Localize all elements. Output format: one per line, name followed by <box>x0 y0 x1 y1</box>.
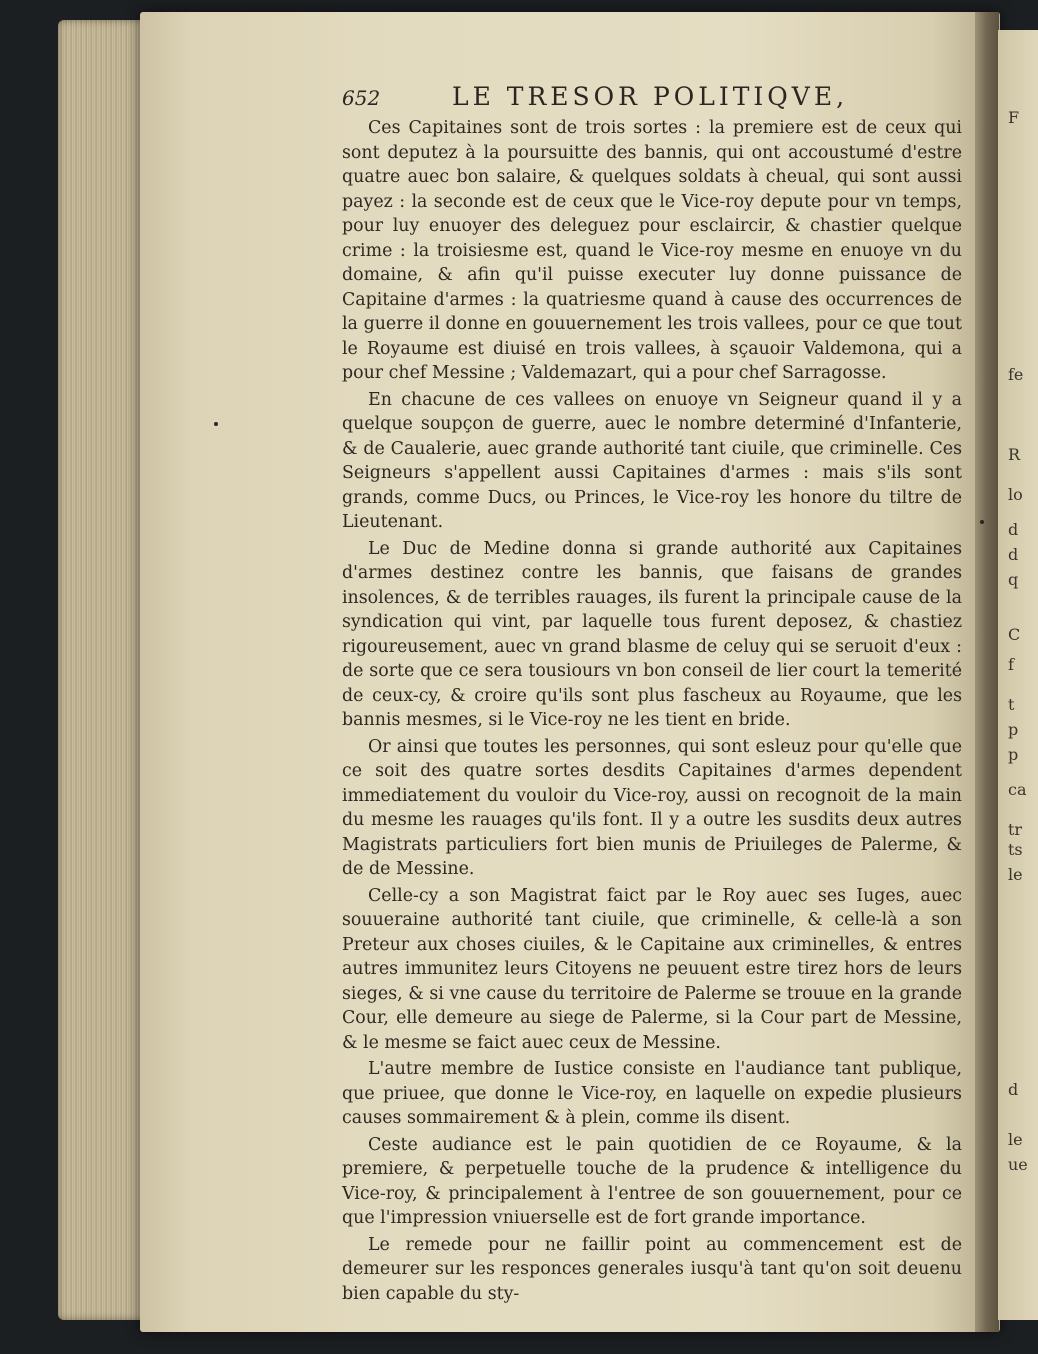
facing-page-fragment: t <box>1008 695 1015 714</box>
paragraph: Celle-cy a son Magistrat faict par le Roy auec ses Iuges, auec souueraine authorité tant ciuile, que criminelle, & celle-là a son Preteur aux choses ciuiles, & le Capitaine aux criminelles, & entres autres immunitez leurs Citoyens ne peuuent estre tirez hors de leurs sieges, & si vne cause du territoire de Palerme se trouue en la grande Cour, elle demeure au siege de Palerme, si la Cour part de Messine, & le mesme se faict auec ceux de Messine. <box>342 885 962 1053</box>
facing-page-fragment: R <box>1008 445 1021 464</box>
facing-page-fragment: fe <box>1008 365 1024 384</box>
facing-page-fragment: d <box>1008 520 1019 539</box>
paragraph: Le remede pour ne faillir point au commencement est de demeurer sur les responces generales iusqu'à tant qu'on soit deuenu bien capable du sty- <box>342 1234 962 1304</box>
facing-page-fragment: ts <box>1008 840 1023 859</box>
text-body <box>342 116 962 1304</box>
facing-page-fragment: le <box>1008 1130 1023 1149</box>
facing-page-fragment: lo <box>1008 485 1023 504</box>
paragraph: Le Duc de Medine donna si grande authorité aux Capitaines d'armes destinez contre les bannis, que faisans de grandes insolences, & de terribles rauages, ils furent la principale cause de la syndication qui vint, par laquelle tous furent deposez, & chastiez rigoureusement, auec vn grand blasme de celuy qui se seruoit d'eux : de sorte que ce sera tousiours vn bon conseil de lier court la temerité de ceux-cy, & croire qu'ils sont plus fascheux au Royaume, que les bannis mesmes, si le Vice-roy ne les tient en bride. <box>342 538 962 730</box>
paragraph: Ceste audiance est le pain quotidien de ce Royaume, & la premiere, & perpetuelle touche de la prudence & intelligence du Vice-roy, & principalement à l'entree de son gouuernement, pour ce que l'impression vniuerselle est de fort grande importance. <box>342 1134 962 1228</box>
book-gutter <box>975 12 999 1332</box>
paragraph: Ces Capitaines sont de trois sortes : la premiere est de ceux qui sont deputez à la poursuitte des bannis, qui ont accoustumé d'estre quatre auec bon salaire, & quelques soldats à cheual, qui sont aussi payez : la seconde est de ceux que le Vice-roy depute pour vn temps, pour luy enuoyer des deleguez pour esclaircir, & chastier quelque crime : la troisiesme est, quand le Vice-roy mesme en enuoye vn du domaine, & afin qu'il puisse executer luy donne puissance de Capitaine d'armes : la quatriesme quand à cause des occurrences de la guerre il donne en gouuernement les trois vallees, pour ce que tout le Royaume est diuisé en trois vallees, à sçauoir Valdemona, qui a pour chef Messine ; Valdemazart, qui a pour chef Sarragosse. <box>342 118 962 383</box>
ink-spot <box>214 422 218 426</box>
facing-page-edge <box>998 30 1038 1320</box>
paragraph: En chacune de ces vallees on enuoye vn Seigneur quand il y a quelque soupçon de guerre, auec le nombre determiné d'Infanterie, & de Caualerie, auec grande authorité tant ciuile, que criminelle. Ces Seigneurs s'appellent aussi Capitaines d'armes : mais s'ils sont grands, comme Ducs, ou Princes, le Vice-roy les honore du tiltre de Lieutenant. <box>342 389 962 532</box>
facing-page-fragment: C <box>1008 625 1021 644</box>
running-title: LE TRESOR POLITIQVE, <box>452 82 849 111</box>
facing-page-fragment: ue <box>1008 1155 1028 1174</box>
ink-spot <box>980 520 984 524</box>
facing-page-fragment: f <box>1008 655 1014 674</box>
running-head <box>342 82 962 114</box>
paragraph: Or ainsi que toutes les personnes, qui sont esleuz pour qu'elle que ce soit des quatre sortes desdits Capitaines d'armes dependent immediatement du vouloir du Vice-roy, aussi on recognoit de la main du mesme les rauages qu'ils font. Il y a outre les susdits deux autres Magistrats particuliers fort bien munis de Priuileges de Palerme, & de de Messine. <box>342 736 962 879</box>
facing-page-fragment: q <box>1008 570 1019 589</box>
facing-page-fragment: p <box>1008 720 1019 739</box>
facing-page-fragment: ca <box>1008 780 1027 799</box>
paragraph: L'autre membre de Iustice consiste en l'audiance tant publique, que priuee, que donne le Vice-roy, en laquelle on expedie plusieurs causes sommairement & à plein, comme ils disent. <box>342 1059 962 1128</box>
facing-page-fragment: d <box>1008 1080 1019 1099</box>
facing-page-fragment: p <box>1008 745 1019 764</box>
page-number: 652 <box>342 86 381 110</box>
facing-page-fragment: F <box>1008 108 1020 127</box>
facing-page-fragment: d <box>1008 545 1019 564</box>
facing-page-fragment: le <box>1008 865 1023 884</box>
facing-page-fragment: tr <box>1008 820 1023 839</box>
